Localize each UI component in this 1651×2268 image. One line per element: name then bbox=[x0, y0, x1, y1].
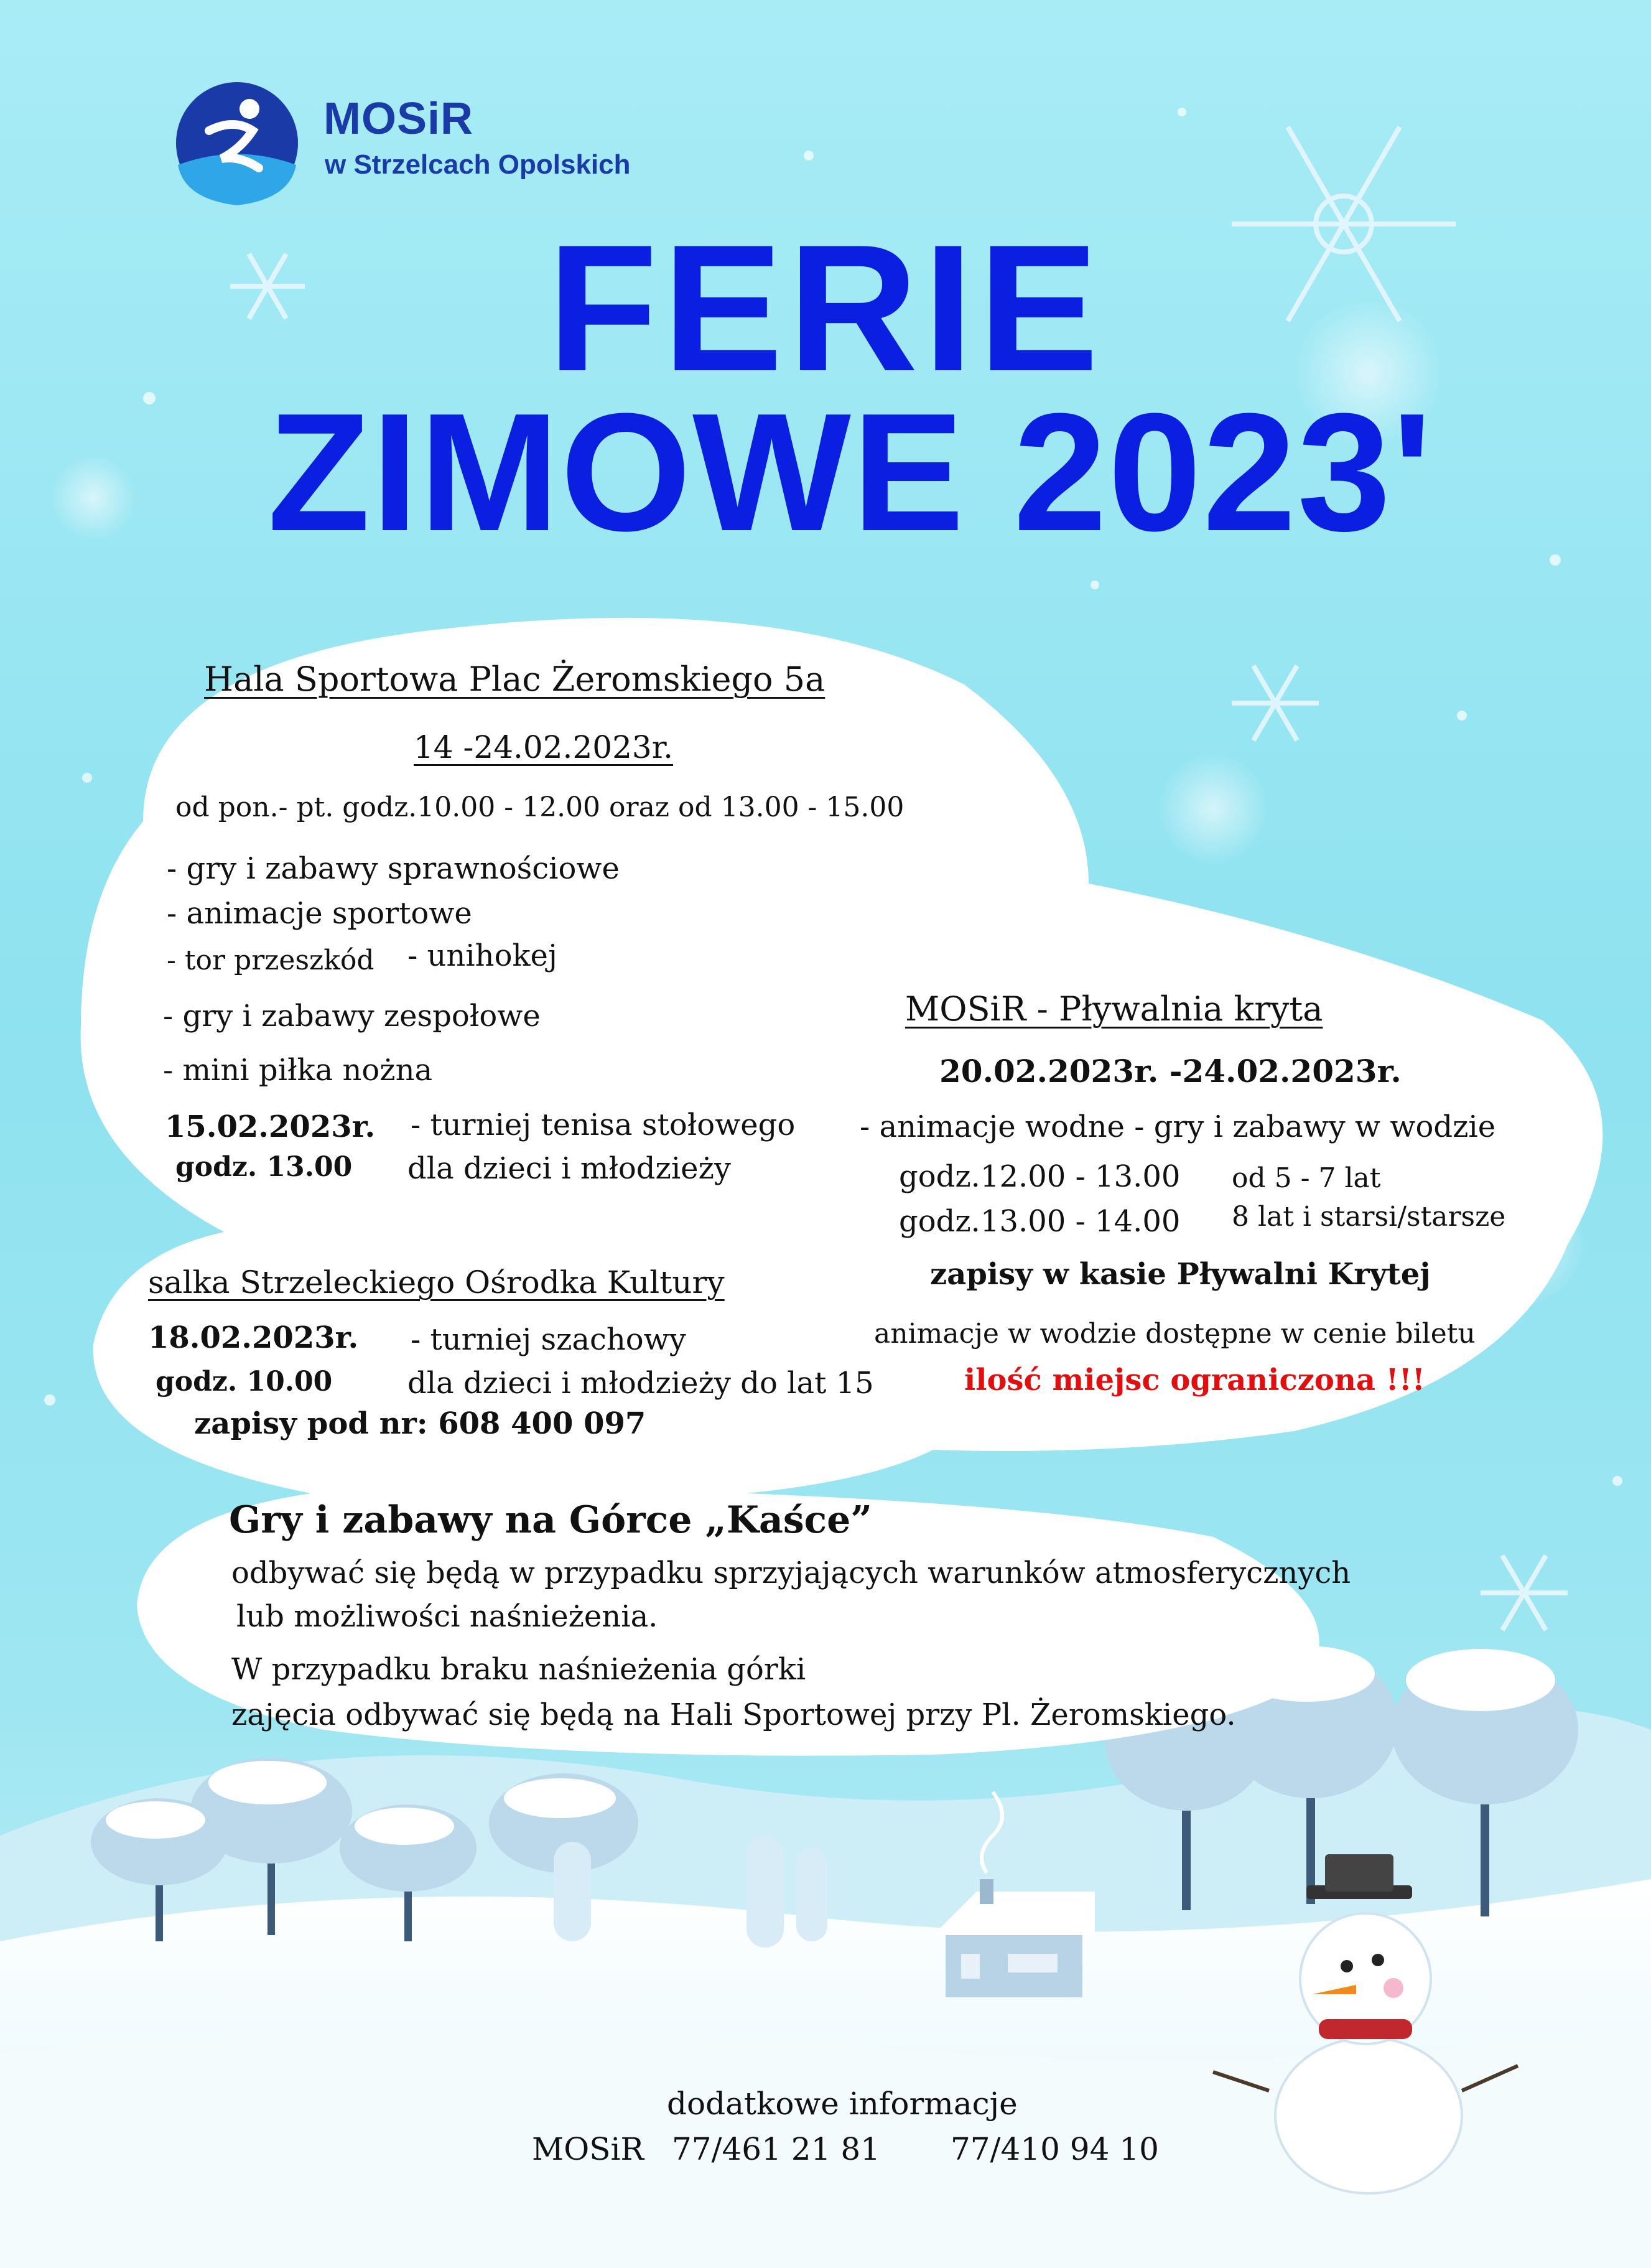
pool-activities: - animacje wodne - gry i zabawy w wodzie bbox=[860, 1109, 1496, 1144]
pool-slot1-age: od 5 - 7 lat bbox=[1232, 1162, 1381, 1194]
hala-hours: od pon.- pt. godz.10.00 - 12.00 oraz od 13.00 - 15.00 bbox=[175, 791, 905, 823]
pool-heading: MOSiR - Pływalnia kryta bbox=[905, 989, 1323, 1029]
hala-item: - gry i zabawy sprawnościowe bbox=[167, 851, 620, 886]
tennis-date: 15.02.2023r. bbox=[165, 1109, 376, 1144]
footer-phone-2: 77/410 94 10 bbox=[951, 2131, 1159, 2167]
gorka-line: lub możliwości naśnieżenia. bbox=[236, 1599, 658, 1634]
gorka-heading: Gry i zabawy na Górce „Kaśce” bbox=[229, 1498, 872, 1542]
gorka-line: odbywać się będą w przypadku sprzyjających warunków atmosferycznych bbox=[231, 1556, 1351, 1590]
salka-audience: dla dzieci i młodzieży do lat 15 bbox=[407, 1366, 874, 1401]
footer-org: MOSiR bbox=[532, 2131, 644, 2167]
title-zimowe: ZIMOWE 2023' bbox=[267, 379, 1433, 566]
hala-item: - unihokej bbox=[407, 938, 557, 973]
salka-event: - turniej szachowy bbox=[411, 1322, 686, 1357]
tennis-event: - turniej tenisa stołowego bbox=[411, 1108, 796, 1142]
footer-info-label: dodatkowe informacje bbox=[667, 2086, 1018, 2122]
logo-subtitle: w Strzelcach Opolskich bbox=[325, 149, 631, 180]
salka-date: 18.02.2023r. bbox=[148, 1320, 359, 1355]
logo-name: MOSiR bbox=[323, 94, 474, 144]
hala-dates: 14 -24.02.2023r. bbox=[414, 729, 673, 765]
pool-slot2-time: godz.13.00 - 14.00 bbox=[899, 1204, 1181, 1239]
footer-phone-1: 77/461 21 81 bbox=[672, 2131, 880, 2167]
gorka-line: W przypadku braku naśnieżenia górki bbox=[231, 1652, 806, 1687]
salka-heading: salka Strzeleckiego Ośrodka Kultury bbox=[148, 1264, 725, 1300]
tennis-time: godz. 13.00 bbox=[175, 1151, 353, 1183]
hala-heading: Hala Sportowa Plac Żeromskiego 5a bbox=[204, 660, 826, 699]
salka-signup: zapisy pod nr: 608 400 097 bbox=[194, 1406, 646, 1441]
pool-price-note: animacje w wodzie dostępne w cenie biletu bbox=[874, 1318, 1476, 1350]
pool-slot1-time: godz.12.00 - 13.00 bbox=[899, 1159, 1181, 1194]
pool-signup: zapisy w kasie Pływalni Krytej bbox=[930, 1257, 1431, 1292]
title-ferie: FERIE bbox=[547, 207, 1104, 409]
hala-item: - gry i zabawy zespołowe bbox=[163, 999, 541, 1034]
hala-item: - animacje sportowe bbox=[167, 896, 472, 931]
hala-item: - tor przeszkód bbox=[167, 945, 374, 976]
gorka-line: zajęcia odbywać się będą na Hali Sportowej przy Pl. Żeromskiego. bbox=[231, 1697, 1236, 1732]
pool-dates: 20.02.2023r. -24.02.2023r. bbox=[939, 1053, 1402, 1090]
runner-logo-icon bbox=[172, 81, 302, 208]
hala-item: - mini piłka nożna bbox=[163, 1053, 433, 1088]
pool-slot2-age: 8 lat i starsi/starsze bbox=[1232, 1201, 1506, 1233]
tennis-audience: dla dzieci i młodzieży bbox=[407, 1151, 731, 1186]
salka-time: godz. 10.00 bbox=[156, 1366, 333, 1398]
pool-limited-warning: ilość miejsc ograniczona !!! bbox=[964, 1363, 1425, 1398]
